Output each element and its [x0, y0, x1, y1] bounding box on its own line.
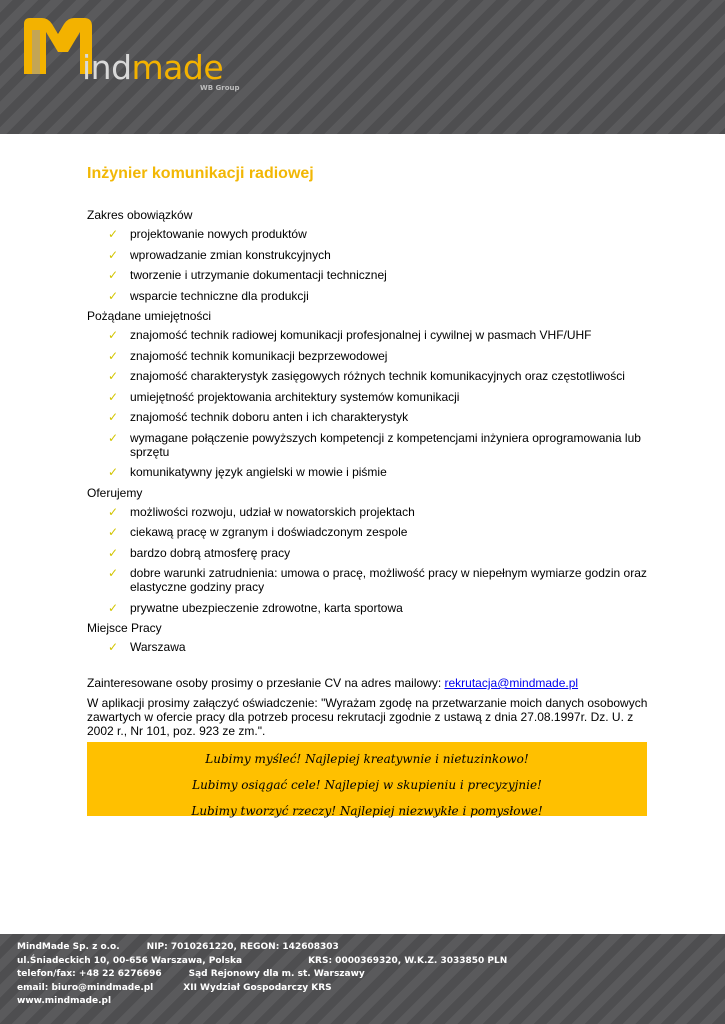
email-link[interactable]: rekrutacja@mindmade.pl — [444, 676, 579, 690]
check-icon: ✓ — [108, 465, 119, 479]
list-item-text: znajomość technik komunikacji bezprzewodowej — [130, 348, 388, 363]
list-item — [87, 601, 652, 615]
consent-paragraph: W aplikacji prosimy załączyć oświadczenie: "Wyrażam zgodę na przetwarzanie moich danych osobowych zawartych w ofercie pracy dla potrzeb procesu rekrutacji zgodnie z ustawą z dnia 27.08.1997r. Dz. U. z 2002 r., Nr 101, poz. 923 ze zm.". — [87, 696, 648, 738]
list-item-text: wymagane połączenie powyższych kompetencji z kompetencjami inżyniera oprogramowania lub sprzętu — [130, 430, 641, 459]
list-item — [87, 525, 652, 539]
check-icon: ✓ — [108, 600, 119, 615]
list-item-text: komunikatywny język angielski w mowie i piśmie — [130, 465, 387, 479]
list-item — [87, 248, 652, 262]
footer-division: XII Wydział Gospodarczy KRS — [183, 982, 332, 993]
footer-info — [17, 941, 507, 1009]
list-item — [87, 369, 652, 383]
check-icon: ✓ — [108, 389, 119, 404]
list-item — [87, 505, 652, 519]
footer-web: www.mindmade.pl — [17, 996, 112, 1006]
slogan-box — [87, 742, 647, 816]
list-item — [87, 328, 652, 342]
footer-krs: KRS: 0000369320, W.K.Z. 3033850 PLN — [308, 955, 508, 966]
slogan-line: Lubimy tworzyć rzeczy! Najlepiej niezwykłe i pomysłowe! — [191, 804, 543, 818]
footer-company: MindMade Sp. z o.o. — [17, 942, 120, 952]
check-icon: ✓ — [108, 348, 119, 363]
list-item — [87, 227, 652, 241]
footer-nip: NIP: 7010261220, REGON: 142608303 — [146, 942, 339, 952]
header-banner — [0, 0, 725, 134]
list-item — [87, 566, 652, 594]
footer-address: ul.Śniadeckich 10, 00-656 Warszawa, Polska — [17, 955, 243, 966]
job-content — [87, 160, 652, 738]
slogan-line: Lubimy osiągać cele! Najlepiej w skupieniu i precyzyjnie! — [192, 778, 542, 792]
check-icon: ✓ — [108, 328, 119, 342]
list-item-text: Warszawa — [130, 640, 186, 654]
check-icon: ✓ — [108, 545, 119, 560]
check-icon: ✓ — [108, 410, 119, 424]
list-item-text: znajomość charakterystyk zasięgowych różnych technik komunikacyjnych oraz częstotliwości — [130, 369, 625, 383]
job-title: Inżynier komunikacji radiowej — [87, 165, 314, 182]
section-heading: Oferujemy — [87, 485, 143, 500]
footer-email: email: biuro@mindmade.pl — [17, 982, 154, 993]
list-item-text: wprowadzanie zmian konstrukcyjnych — [130, 247, 331, 262]
list-item-text: ciekawą pracę w zgranym i doświadczonym zespole — [130, 525, 408, 539]
check-icon: ✓ — [108, 525, 119, 539]
logo-subtitle: WB Group — [200, 84, 240, 92]
contact-paragraph: Zainteresowane osoby prosimy o przesłanie CV na adres mailowy: rekrutacja@mindmade.pl — [87, 676, 579, 690]
list-item-text: dobre warunki zatrudnienia: umowa o pracę, możliwość pracy w niepełnym wymiarze godzin oraz elastyczne godziny pracy — [130, 566, 647, 594]
list-item-text: umiejętność projektowania architektury systemów komunikacji — [130, 389, 460, 404]
check-icon: ✓ — [108, 504, 119, 519]
section-heading: Miejsce Pracy — [87, 621, 162, 635]
list-item-text: znajomość technik radiowej komunikacji profesjonalnej i cywilnej w pasmach VHF/UHF — [130, 328, 592, 342]
list-item-text: prywatne ubezpieczenie zdrowotne, karta sportowa — [130, 600, 403, 615]
footer-court: Sąd Rejonowy dla m. st. Warszawy — [188, 969, 365, 979]
list-item-text: projektowanie nowych produktów — [130, 227, 307, 241]
check-icon: ✓ — [108, 268, 119, 282]
logo-wordmark: indmade — [82, 48, 224, 87]
list-item — [87, 390, 652, 404]
check-icon: ✓ — [108, 288, 119, 303]
section-heading: Zakres obowiązków — [87, 208, 193, 222]
section-list — [87, 227, 652, 303]
check-icon: ✓ — [108, 430, 119, 445]
list-item-text: tworzenie i utrzymanie dokumentacji technicznej — [130, 268, 387, 282]
section-heading: Pożądane umiejętności — [87, 309, 212, 323]
list-item — [87, 431, 652, 459]
check-icon: ✓ — [108, 227, 119, 241]
list-item — [87, 410, 652, 424]
list-item-text: znajomość technik doboru anten i ich charakterystyk — [130, 410, 409, 424]
company-logo — [22, 16, 242, 96]
list-item — [87, 546, 652, 560]
check-icon: ✓ — [108, 640, 119, 654]
job-sections — [87, 208, 652, 654]
check-icon: ✓ — [108, 566, 119, 580]
slogan-line: Lubimy myśleć! Najlepiej kreatywnie i nietuzinkowo! — [205, 752, 529, 766]
footer-phone: telefon/fax: +48 22 6276696 — [17, 969, 162, 979]
list-item-text: wsparcie techniczne dla produkcji — [130, 288, 309, 303]
check-icon: ✓ — [108, 369, 119, 383]
section-list — [87, 505, 652, 615]
check-icon: ✓ — [108, 247, 119, 262]
list-item — [87, 465, 652, 479]
section-list — [87, 640, 652, 654]
footer — [0, 934, 725, 1024]
list-item — [87, 289, 652, 303]
list-item — [87, 349, 652, 363]
list-item-text: bardzo dobrą atmosferę pracy — [130, 545, 291, 560]
list-item — [87, 640, 652, 654]
list-item-text: możliwości rozwoju, udział w nowatorskich projektach — [130, 504, 415, 519]
list-item — [87, 268, 652, 282]
section-list — [87, 328, 652, 479]
